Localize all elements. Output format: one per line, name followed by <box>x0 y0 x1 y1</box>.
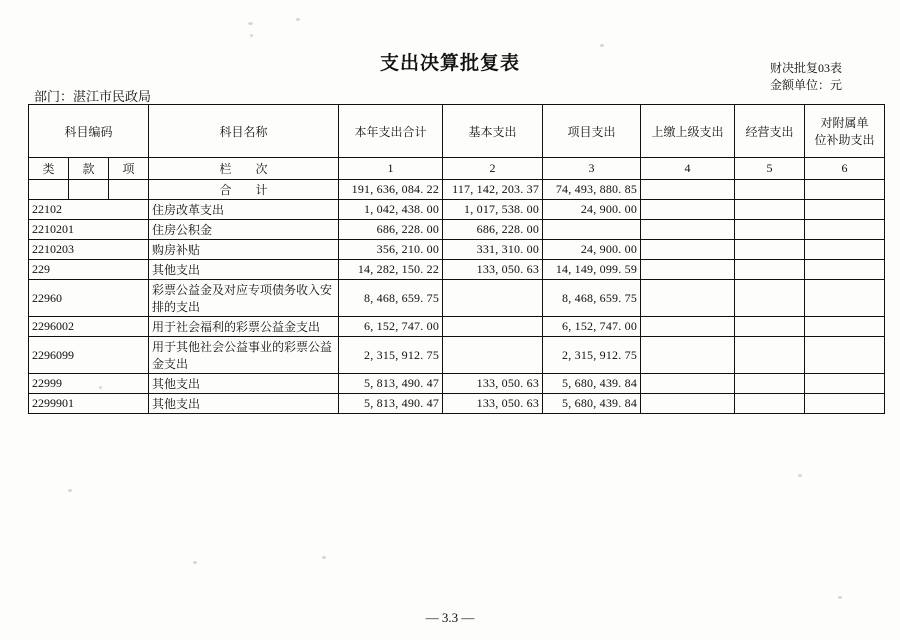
row-value-5 <box>735 220 805 240</box>
row-value-3: 14, 149, 099. 59 <box>543 260 641 280</box>
row-code: 2210201 <box>29 220 149 240</box>
row-name: 用于社会福利的彩票公益金支出 <box>149 317 339 337</box>
row-value-3: 5, 680, 439. 84 <box>543 374 641 394</box>
row-name: 购房补贴 <box>149 240 339 260</box>
row-value-6 <box>805 280 885 317</box>
lanci-2: 2 <box>443 158 543 180</box>
expenditure-table <box>28 104 885 414</box>
total-code-lei <box>29 180 69 200</box>
scan-speck <box>68 489 72 492</box>
header-subsidy-line1: 对附属单 <box>820 116 869 130</box>
row-value-2 <box>443 317 543 337</box>
row-code: 2210203 <box>29 240 149 260</box>
row-value-6 <box>805 220 885 240</box>
row-name: 住房公积金 <box>149 220 339 240</box>
total-code-xiang <box>109 180 149 200</box>
row-value-4 <box>641 280 735 317</box>
row-value-2 <box>443 337 543 374</box>
scan-speck <box>296 18 300 21</box>
row-value-3: 5, 680, 439. 84 <box>543 394 641 414</box>
row-value-5 <box>735 337 805 374</box>
row-value-2: 331, 310. 00 <box>443 240 543 260</box>
row-value-4 <box>641 220 735 240</box>
row-value-5 <box>735 394 805 414</box>
total-col-1: 191, 636, 084. 22 <box>339 180 443 200</box>
row-value-3: 8, 468, 659. 75 <box>543 280 641 317</box>
row-value-5 <box>735 317 805 337</box>
row-value-1: 6, 152, 747. 00 <box>339 317 443 337</box>
row-code: 2296099 <box>29 337 149 374</box>
row-value-6 <box>805 394 885 414</box>
subheader-xiang: 项 <box>109 158 149 180</box>
row-value-6 <box>805 240 885 260</box>
row-value-2: 133, 050. 63 <box>443 260 543 280</box>
row-value-2: 133, 050. 63 <box>443 394 543 414</box>
table-row <box>29 280 885 317</box>
row-value-6 <box>805 317 885 337</box>
scan-speck <box>838 596 842 599</box>
row-value-3: 24, 900. 00 <box>543 200 641 220</box>
row-value-1: 5, 813, 490. 47 <box>339 394 443 414</box>
row-name: 其他支出 <box>149 394 339 414</box>
header-code: 科目编码 <box>29 105 149 158</box>
header-project: 项目支出 <box>543 105 641 158</box>
row-value-1: 356, 210. 00 <box>339 240 443 260</box>
row-value-4 <box>641 394 735 414</box>
lanci-1: 1 <box>339 158 443 180</box>
lanci-label: 栏 次 <box>149 158 339 180</box>
row-value-2 <box>443 280 543 317</box>
scan-speck <box>322 556 326 559</box>
row-value-4 <box>641 337 735 374</box>
row-name: 彩票公益金及对应专项债务收入安排的支出 <box>149 280 339 317</box>
form-code-block <box>770 60 842 94</box>
row-value-1: 5, 813, 490. 47 <box>339 374 443 394</box>
row-value-5 <box>735 260 805 280</box>
row-value-2: 133, 050. 63 <box>443 374 543 394</box>
total-col-2: 117, 142, 203. 37 <box>443 180 543 200</box>
table-row <box>29 260 885 280</box>
row-code: 229 <box>29 260 149 280</box>
row-name: 住房改革支出 <box>149 200 339 220</box>
table-row-total <box>29 180 885 200</box>
table-row <box>29 394 885 414</box>
row-code: 22999 <box>29 374 149 394</box>
row-value-5 <box>735 200 805 220</box>
total-code-kuan <box>69 180 109 200</box>
total-col-4 <box>641 180 735 200</box>
total-col-5 <box>735 180 805 200</box>
row-value-5 <box>735 374 805 394</box>
department-name: 湛江市民政局 <box>73 89 152 104</box>
row-code: 2296002 <box>29 317 149 337</box>
row-value-3: 6, 152, 747. 00 <box>543 317 641 337</box>
header-operating: 经营支出 <box>735 105 805 158</box>
header-name: 科目名称 <box>149 105 339 158</box>
lanci-3: 3 <box>543 158 641 180</box>
row-value-5 <box>735 280 805 317</box>
row-value-4 <box>641 240 735 260</box>
row-name: 用于其他社会公益事业的彩票公益金支出 <box>149 337 339 374</box>
form-code-line2: 金额单位：元 <box>769 78 842 92</box>
lanci-4: 4 <box>641 158 735 180</box>
page-title: 支出决算批复表 <box>379 53 520 74</box>
table-header-row <box>29 105 885 158</box>
table-row <box>29 200 885 220</box>
row-value-1: 14, 282, 150. 22 <box>339 260 443 280</box>
row-value-1: 1, 042, 438. 00 <box>339 200 443 220</box>
row-value-6 <box>805 374 885 394</box>
row-value-6 <box>805 337 885 374</box>
row-value-4 <box>641 317 735 337</box>
row-value-1: 8, 468, 659. 75 <box>339 280 443 317</box>
row-value-6 <box>805 260 885 280</box>
row-name: 其他支出 <box>149 260 339 280</box>
total-col-3: 74, 493, 880. 85 <box>543 180 641 200</box>
table-row <box>29 374 885 394</box>
header-subsidy-line2: 位补助支出 <box>814 133 875 147</box>
department-label: 部门： <box>34 89 74 104</box>
scan-speck <box>798 474 802 477</box>
department-line <box>34 86 151 105</box>
row-name: 其他支出 <box>149 374 339 394</box>
header-total-year: 本年支出合计 <box>339 105 443 158</box>
row-value-5 <box>735 240 805 260</box>
row-value-4 <box>641 374 735 394</box>
page-number: — 3.3 — <box>425 610 475 625</box>
row-value-1: 686, 228. 00 <box>339 220 443 240</box>
row-code: 22102 <box>29 200 149 220</box>
table-row <box>29 240 885 260</box>
header-upper-level: 上缴上级支出 <box>641 105 735 158</box>
table-row <box>29 317 885 337</box>
lanci-6: 6 <box>805 158 885 180</box>
header-basic: 基本支出 <box>443 105 543 158</box>
scan-speck <box>250 34 253 37</box>
row-value-4 <box>641 200 735 220</box>
table-subheader-row <box>29 158 885 180</box>
row-value-1: 2, 315, 912. 75 <box>339 337 443 374</box>
row-value-4 <box>641 260 735 280</box>
table-row <box>29 337 885 374</box>
total-label: 合 计 <box>149 180 339 200</box>
lanci-5: 5 <box>735 158 805 180</box>
row-value-6 <box>805 200 885 220</box>
subheader-kuan: 款 <box>69 158 109 180</box>
table-body <box>29 180 885 414</box>
row-value-2: 1, 017, 538. 00 <box>443 200 543 220</box>
row-code: 22960 <box>29 280 149 317</box>
scan-speck <box>193 561 197 564</box>
table-row <box>29 220 885 240</box>
total-col-6 <box>805 180 885 200</box>
row-value-2: 686, 228. 00 <box>443 220 543 240</box>
scan-speck <box>248 22 253 25</box>
row-code: 2299901 <box>29 394 149 414</box>
header-subsidy <box>805 105 885 158</box>
row-value-3 <box>543 220 641 240</box>
subheader-lei: 类 <box>29 158 69 180</box>
scan-speck <box>600 44 604 47</box>
form-code-line1: 财决批复03表 <box>769 61 842 75</box>
row-value-3: 24, 900. 00 <box>543 240 641 260</box>
row-value-3: 2, 315, 912. 75 <box>543 337 641 374</box>
